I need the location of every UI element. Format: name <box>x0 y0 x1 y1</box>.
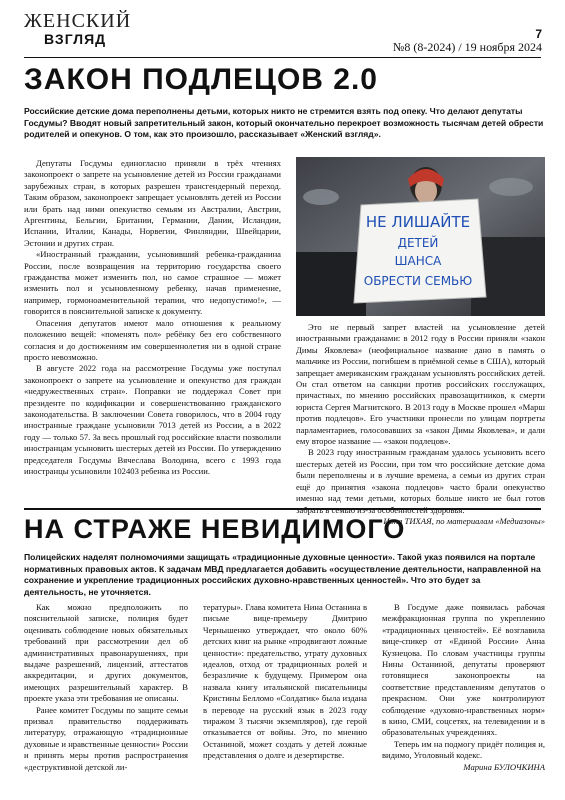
sign-line4: ОБРЕСТИ СЕМЬЮ <box>363 274 473 288</box>
article2-signature: Марина БУЛОЧКИНА <box>463 761 545 772</box>
paragraph: В Госдуме даже появилась рабочая межфракционная группа по укреплению «традиционных ценностей». Её возглавила вице-спикер от «Единой России» Анна Кузнецова. По словам участницы группы Нины Останиной, депутаты проверяют готовящиеся законопроекты на соответствие представлениям депутатов о прекрасном. Они уже контролируют соблюдение «духовно-нравственных норм» в кино, СМИ, соцсетях, на телевидении и в образовательных учреждениях. <box>382 602 545 738</box>
article2-column2 <box>203 602 367 762</box>
article-divider <box>24 508 541 510</box>
paragraph: Как можно предположить по пояснительной записке, полиция будет оценивать соблюдение новых обязательных требований при рассмотрении дел об административных правонарушениях, при выдаче разрешений, лицензий, аттестатов аккредитации, и других документов, имеющих разрешительный характер. В проекте указа эти требования не описаны. <box>24 602 188 704</box>
article2-headline: НА СТРАЖЕ НЕВИДИМОГО <box>24 514 406 544</box>
article1-signature: Иона ТИХАЯ, по материалам «Медиазоны» <box>383 515 545 526</box>
paragraph: Депутаты Госдумы единогласно приняли в трёх чтениях законопроект о запрете на усыновление детей из России гражданами зарубежных стран, в которых разрешен трансгендерный переход. Таким образом, законопроект запрещает усыновлять детей из России или брать над ними опекунство семьям из Австралии, Австрии, Аргентины, Бельгии, Британии, Германии, Дании, Исландии, Испании, Италии, Канады, Норвегии, Финляндии, Швейцарии, Эстонии и других стран. <box>24 158 281 248</box>
paragraph: тературы». Глава комитета Нина Останина в письме вице-премьеру Дмитрию Чернышенко утверждает, что около 60% детских книг на рынке «продвигают ложные ценности»: предательство, утрату духовных идеалов, отход от традиционных ролей и безразличие к будущему. Примером она назвала книгу итальянской писательницы Кристины Белломо «Солдатик» была издана в переводе на русский язык в 2023 году тиражом 3 тысячи экземпляров), где герой отказывается от войны. Это, по мнению Останиной, может создать у детей ложные представления о долге и дезертирстве. <box>203 602 367 761</box>
article2-column1 <box>24 602 188 773</box>
masthead-divider <box>24 57 541 58</box>
protest-photo <box>296 157 545 316</box>
paragraph: Теперь им на подмогу придёт полиция и, видимо, Уголовный кодекс. <box>382 738 545 761</box>
paragraph: В августе 2022 года на рассмотрение Госдумы уже поступал законопроект о запрете на усыновление и опекунство для граждан «недружественных стран». Поправки не поддержал Совет при президенте по кодификации и совершенствованию гражданского законодательства. В заключении Совета говорилось, что в 2004 году иностранные граждане усыновили 7013 детей из России, а в 2022 году — только 57. За весь прошлый год российские власти позволили иностранцам усыновить шестерых детей из России. По утверждению председателя Госдумы Вячеслава Володина, всего с 1993 года иностранцы усыновили 102403 ребенка из России. <box>24 363 281 476</box>
sign-line1: НЕ ЛИШАЙТЕ <box>365 213 471 231</box>
issue-info: №8 (8-2024) / 19 ноября 2024 <box>392 40 542 54</box>
page-number: 7 <box>535 27 542 41</box>
logo-line1: ЖЕНСКИЙ <box>24 10 132 32</box>
paragraph: В 2023 году иностранным гражданам удалось усыновить всего шестерых детей из России, при том что российские детские дома были переполнены и в лучшие времена, а семьи из других стран ещё до принятия «закона подлецов» часто брали опекунство именно над теми детьми, которых больше никто не был готов <box>296 447 545 504</box>
paragraph: Ранее комитет Госдумы по защите семьи призвал правительство поддерживать литературу, отражающую «традиционные духовные и нравственные ценности» России и принять меры против распространения «деструктивной детской ли- <box>24 704 188 772</box>
sign-line2: ДЕТЕЙ <box>397 236 439 250</box>
article1-headline: ЗАКОН ПОДЛЕЦОВ 2.0 <box>24 63 378 96</box>
logo-line2: ВЗГЛЯД <box>44 31 107 47</box>
article2-lead: Полицейских наделят полномочиями защищать «традиционные духовные ценности». Такой указ появился на портале нормативных правовых актов. К задачам МВД предлагается добавить «осуществление деятельности, направленной на сохранение и укрепление традиционных российских духовно-нравственных ценностей». Что это будет за деятельность, не уточняется. <box>24 552 541 597</box>
paragraph: Это не первый запрет властей на усыновление детей иностранными гражданами: в 2012 году в России приняли «закон Димы Яковлева» (неофициальное название дано в память о мальчике из России, погибшем в приёмной семье в США), который запрещает американским гражданам усыновлять российских детей. Он стал ответом на санкции против российских госслужащих, причастных, по мнению российских правозащитников, к смерти юриста Сергея Магнитского. В 2013 году в Москве прошел «Марш против подлецов». Его участники пронесли по улицам портреты парламентариев, голосовавших за «закон Димы Яковлева», и дали ему второе название — «закон подлецов». <box>296 322 545 447</box>
paragraph: Опасения депутатов имеют мало отношения к реальному положению вещей: «поменять пол» ребёнку без его собственного согласия и до достижениям им совершеннолетия ни в одной стране просто невозможно. <box>24 317 281 362</box>
article2-column3 <box>382 602 545 773</box>
article1-lead: Российские детские дома переполнены детьми, которых никто не стремится взять под опеку. Что делают депутаты Госдумы? Вводят новый запретительный закон, который окончательно перекроет возможность тысячам детей обрести родителей и опекунов. О том, как это произошло, рассказывает «Женский взгляд». <box>24 106 544 139</box>
article1-left-column <box>24 158 281 477</box>
article1-right-column <box>296 322 545 527</box>
protest-photo-image <box>296 157 545 316</box>
paragraph: «Иностранный гражданин, усыновивший ребенка-гражданина России, после возвращения на территорию государства своего гражданства может изменить пол, но самое страшное — может изменить пол и усыновленному ребенку, начав применение, например, гормоноаменительной терапии, что недопустимо!», — говорится в пояснительной записке к документу. <box>24 249 281 317</box>
sign-line3: ШАНСА <box>394 254 442 268</box>
